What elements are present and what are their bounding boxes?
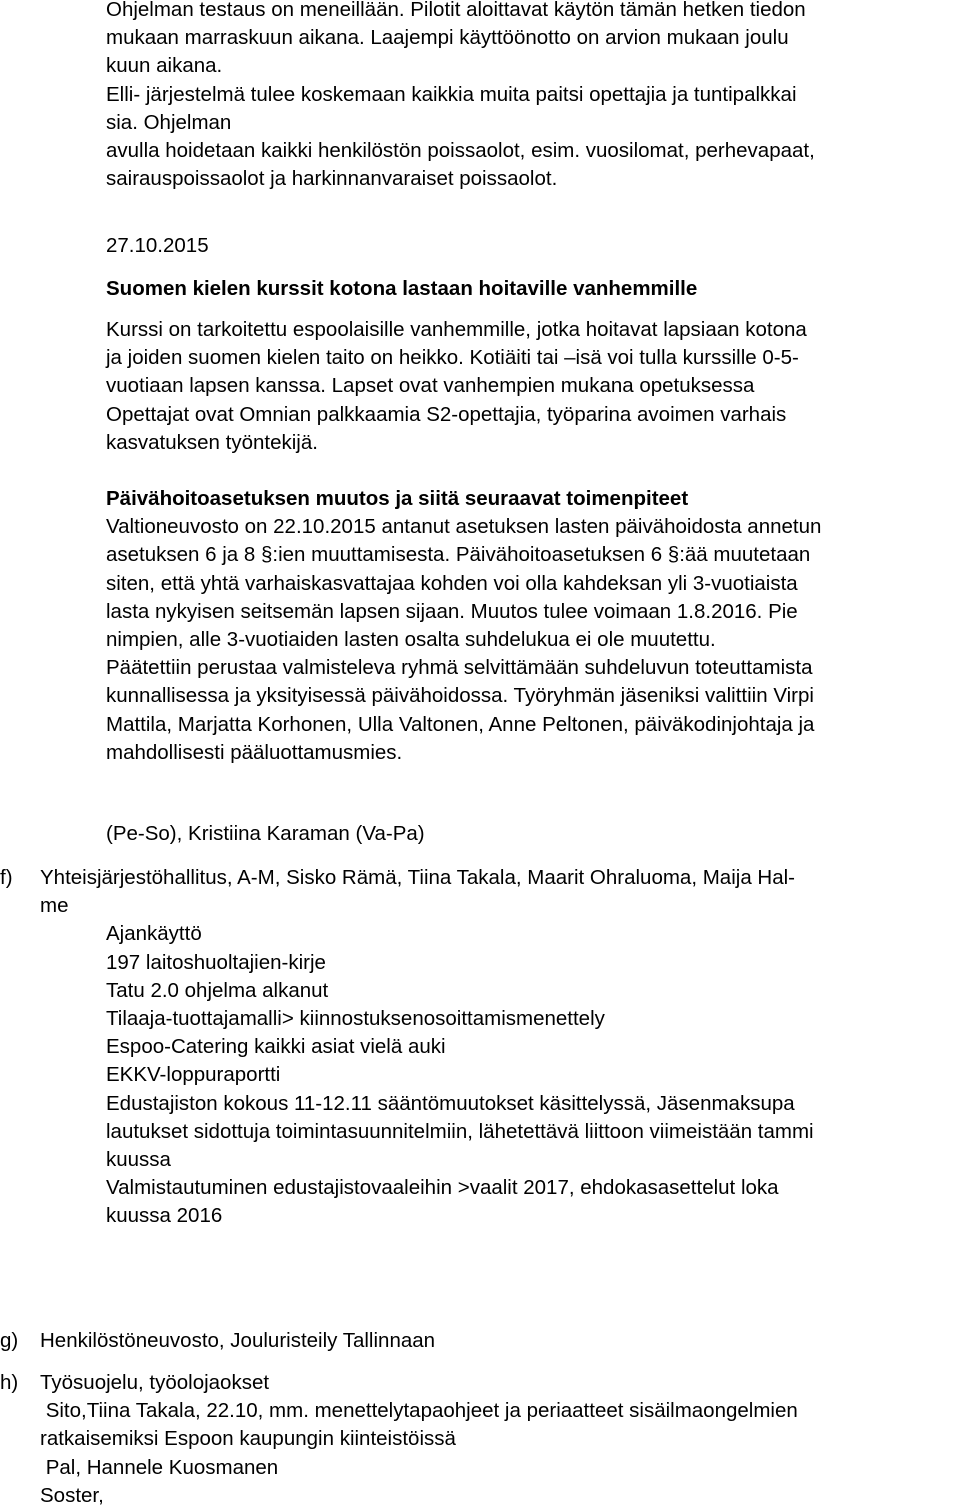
text-line: vuotiaan lapsen kanssa. Lapset ovat vanhempien mukana opetuksessa [106,374,755,398]
agenda-item-title: Työsuojelu, työolojaokset [40,1371,270,1394]
text-line: Tatu 2.0 ohjelma alkanut [106,978,329,1002]
text-line: Soster, [40,1483,104,1507]
text-line: siten, että yhtä varhaiskasvattajaa kohden voi olla kahdeksan yli 3-vuotiaista [106,571,798,595]
agenda-item-body [40,1369,955,1510]
text-line: Sito,Tiina Takala, 22.10, mm. menettelytapaohjeet ja periaatteet sisäilmaongelmien [40,1399,798,1423]
attendees-text: (Pe-So), Kristiina Karaman (Va-Pa) [106,822,425,845]
news-body [106,316,956,457]
agenda-item-title: me [40,894,69,918]
attendees-line [106,820,956,848]
text-line: Valtioneuvosto on 22.10.2015 antanut asetuksen lasten päivähoidosta annetun [106,515,822,539]
news-heading-block [106,275,956,303]
text-line: ratkaisemiksi Espoon kaupungin kiinteistöissä [40,1427,456,1451]
text-line: Espoo-Catering kaikki asiat vielä auki [106,1035,446,1059]
text-line: Elli- järjestelmä tulee koskemaan kaikkia muita paitsi opettajia ja tuntipalkkai [106,82,797,106]
text-line: lautukset sidottuja toimintasuunnitelmiin, lähetettävä liittoon viimeistään tammi [106,1119,814,1143]
text-line: kuussa [106,1148,171,1172]
news-item-daycare-regulation [106,485,956,767]
text-line: ja joiden suomen kielen taito on heikko. Kotiäiti tai –isä voi tulla kurssille 0-5- [106,346,799,370]
agenda-item-body [40,864,955,1231]
news-heading: Päivähoitoasetuksen muutos ja siitä seuraavat toimenpiteet [106,487,689,510]
text-line: Tilaaja-tuottajamalli> kiinnostuksenosoittamismenettely [106,1007,605,1031]
text-line: nimpien, alle 3-vuotiaiden lasten osalta suhdelukua ei ole muutettu. [106,628,716,652]
text-line: Kurssi on tarkoitettu espoolaisille vanhemmille, jotka hoitavat lapsiaan kotona [106,318,807,341]
text-line: avulla hoidetaan kaikki henkilöstön poissaolot, esim. vuosilomat, perhevapaat, [106,139,815,163]
text-line: kuun aikana. [106,54,223,78]
text-line: sairauspoissaolot ja harkinnanvaraiset poissaolot. [106,167,558,191]
list-marker: f) [0,866,13,889]
news-heading: Suomen kielen kurssit kotona lastaan hoitaville vanhemmille [106,277,698,300]
text-line: sia. Ohjelman [106,110,232,134]
text-line: 197 laitoshuoltajien-kirje [106,950,326,974]
intro-paragraph [106,0,956,193]
text-line: asetuksen 6 ja 8 §:ien muuttamisesta. Päivähoitoasetuksen 6 §:ää muutetaan [106,543,811,567]
text-line: Opettajat ovat Omnian palkkaamia S2-opettajia, työparina avoimen varhais [106,402,787,426]
text-line: kasvatuksen työntekijä. [106,430,318,454]
text-line: mahdollisesti pääluottamusmies. [106,740,403,764]
agenda-item-title: Yhteisjärjestöhallitus, A-M, Sisko Rämä, Tiina Takala, Maarit Ohraluoma, Maija Hal- [40,866,795,889]
news-item-language-courses [106,232,956,260]
news-date: 27.10.2015 [106,234,209,257]
text-line: kunnallisessa ja yksityisessä päivähoidossa. Työryhmän jäseniksi valittiin Virpi [106,684,814,708]
text-line: lasta nykyisen seitsemän lapsen sijaan. Muutos tulee voimaan 1.8.2016. Pie [106,599,798,623]
text-line: EKKV-loppuraportti [106,1063,281,1087]
text-line: mukaan marraskuun aikana. Laajempi käyttöönotto on arvion mukaan joulu [106,26,789,50]
agenda-item-body [40,1327,955,1355]
text-line: Valmistautuminen edustajistovaaleihin >vaalit 2017, ehdokasasettelut loka [106,1176,779,1200]
text-line: Mattila, Marjatta Korhonen, Ulla Valtonen, Anne Peltonen, päiväkodinjohtaja ja [106,712,815,736]
text-line: Ajankäyttö [106,922,202,946]
text-line: Pal, Hannele Kuosmanen [40,1455,279,1479]
list-marker: h) [0,1371,19,1394]
text-line: Edustajiston kokous 11-12.11 sääntömuutokset käsittelyssä, Jäsenmaksupa [106,1091,795,1115]
text-line: Ohjelman testaus on meneillään. Pilotit aloittavat käytön tämän hetken tiedon [106,0,806,21]
text-line: Päätettiin perustaa valmisteleva ryhmä selvittämään suhdeluvun toteuttamista [106,656,813,680]
list-marker: g) [0,1329,19,1352]
agenda-item-title: Henkilöstöneuvosto, Jouluristeily Tallinnaan [40,1329,436,1352]
agenda-item-details [40,920,955,1230]
text-line: kuussa 2016 [106,1204,223,1228]
